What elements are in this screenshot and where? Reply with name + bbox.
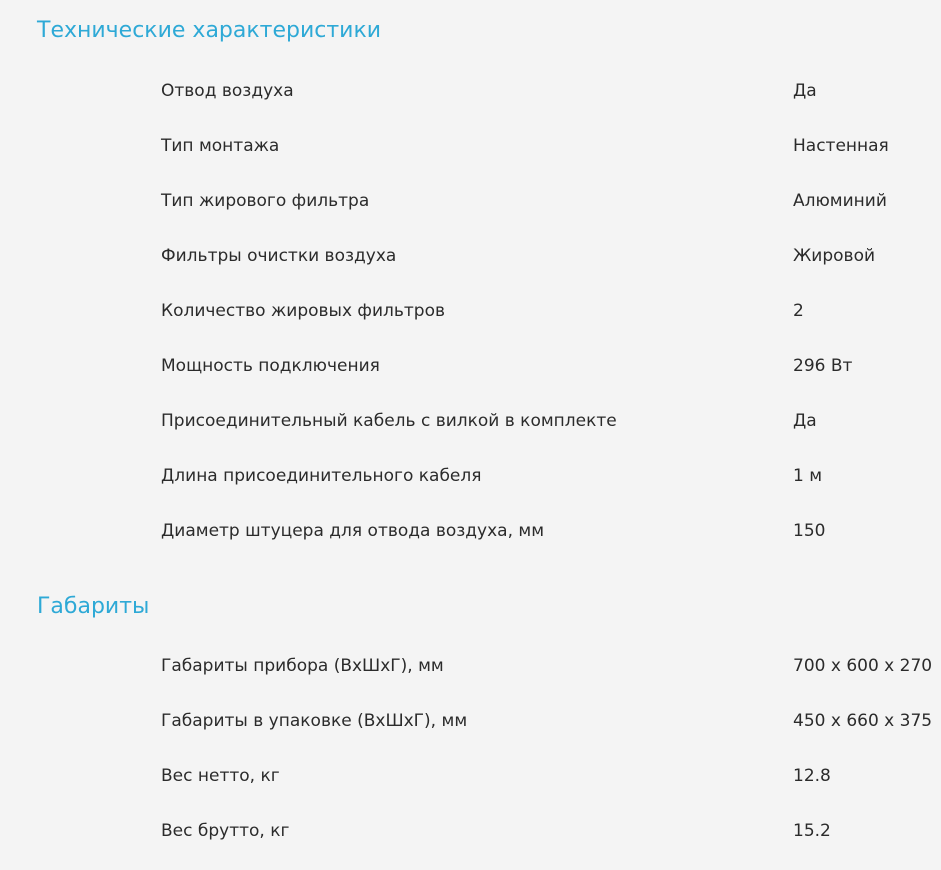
spec-row xyxy=(0,405,941,460)
spec-label: Тип жирового фильтра xyxy=(161,191,370,211)
spec-value: 1 м xyxy=(793,466,823,486)
spec-value: Да xyxy=(793,81,817,101)
spec-value: 450 x 660 x 375 xyxy=(793,711,933,731)
section-title-dimensions: Габариты xyxy=(37,594,150,619)
spec-row xyxy=(0,185,941,240)
spec-list-dimensions xyxy=(0,650,941,870)
spec-row xyxy=(0,295,941,350)
spec-row xyxy=(0,75,941,130)
section-title-technical: Технические характеристики xyxy=(37,18,382,43)
spec-label: Присоединительный кабель с вилкой в комплекте xyxy=(161,411,617,431)
spec-value: 2 xyxy=(793,301,804,321)
spec-value: Настенная xyxy=(793,136,889,156)
spec-row xyxy=(0,705,941,760)
spec-label: Длина присоединительного кабеля xyxy=(161,466,482,486)
spec-row xyxy=(0,240,941,295)
spec-label: Вес брутто, кг xyxy=(161,821,290,841)
spec-row xyxy=(0,130,941,185)
spec-value: 296 Вт xyxy=(793,356,853,376)
spec-label: Фильтры очистки воздуха xyxy=(161,246,397,266)
spec-label: Количество жировых фильтров xyxy=(161,301,446,321)
spec-value: Жировой xyxy=(793,246,876,266)
spec-value: Да xyxy=(793,411,817,431)
spec-label: Отвод воздуха xyxy=(161,81,294,101)
spec-label: Тип монтажа xyxy=(161,136,280,156)
spec-label: Диаметр штуцера для отвода воздуха, мм xyxy=(161,521,545,541)
spec-label: Габариты в упаковке (ВxШxГ), мм xyxy=(161,711,468,731)
spec-row xyxy=(0,350,941,405)
spec-label: Мощность подключения xyxy=(161,356,380,376)
spec-value: 150 xyxy=(793,521,826,541)
spec-value: Алюминий xyxy=(793,191,887,211)
spec-list-technical xyxy=(0,75,941,570)
spec-row xyxy=(0,815,941,870)
spec-row xyxy=(0,515,941,570)
spec-row xyxy=(0,650,941,705)
spec-row xyxy=(0,760,941,815)
spec-label: Габариты прибора (ВxШxГ), мм xyxy=(161,656,444,676)
spec-value: 12.8 xyxy=(793,766,831,786)
spec-row xyxy=(0,460,941,515)
spec-value: 15.2 xyxy=(793,821,831,841)
spec-label: Вес нетто, кг xyxy=(161,766,280,786)
spec-value: 700 x 600 x 270 xyxy=(793,656,933,676)
